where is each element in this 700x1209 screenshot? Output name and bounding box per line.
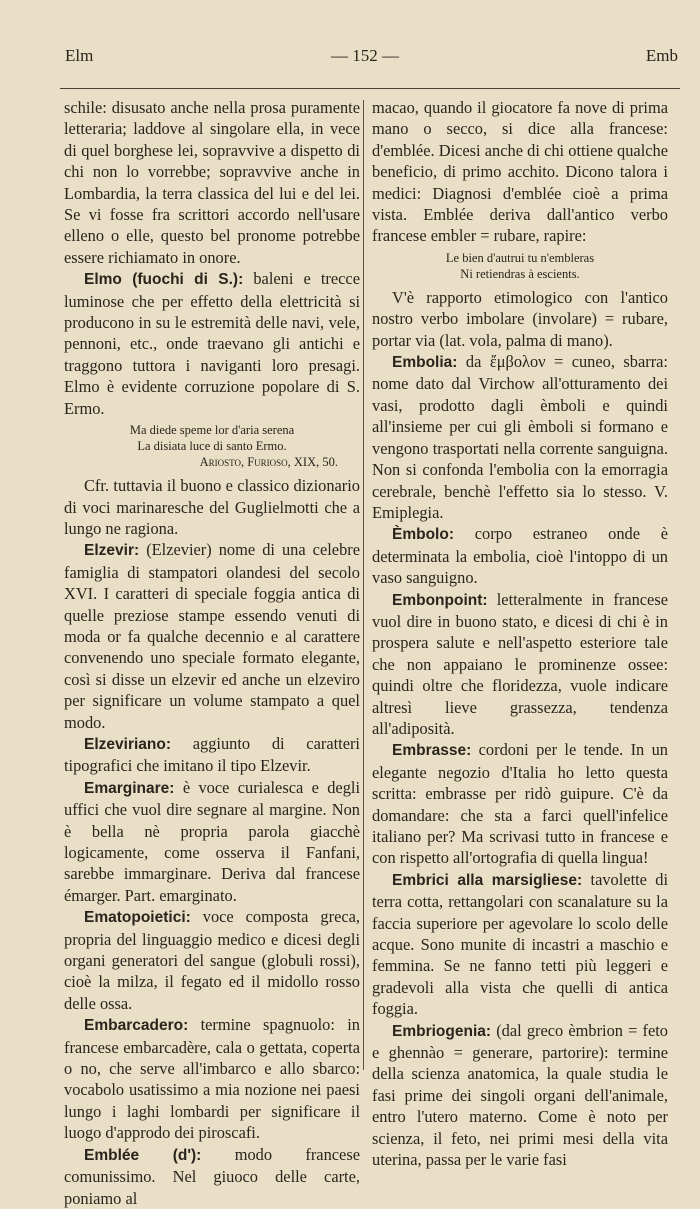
entry-elzevir [64,539,360,733]
entry-embrici [372,869,668,1020]
entry-text: letteralmente in francese vuol dire in buono stato, e dicesi di chi è in prospera salute e nell'aspetto esteriore tale che non appaiano le prominenze ossee: quindi oltre che floridezza, vuole indicare altresì lieve grassezza, tendenza all'adiposità. [372,589,668,738]
quote-line: Le bien d'autrui tu n'embleras [445,250,595,265]
paragraph: V'è rapporto etimologico con l'antico nostro verbo imbolare (involare) = rubare, portar via (lat. vola, palma di mano). [372,287,668,350]
entry-emarginare [64,777,360,906]
entry-text: cordoni per le tende. In un elegante negozio d'Italia ho letto questa scritta: embrasse per ridò guipure. C'è da domandare: che sta a farci quell'infelice italiano per? Ma scrivasi tutto in francese e con rispetto all'ortografia di quella lingua! [372,740,668,868]
entry-text: termine spagnuolo: in francese embarcadère, cala o gettata, coperta o no, che serve all'imbarco e allo sbarco: vocabolo usatissimo a mia nozione nei paesi lungo i laghi lombardi per significare il luogo d'approdo dei piroscafi. [64,1015,360,1143]
entry-ematopoietici [64,906,360,1014]
header-left-guideword: Elm [65,46,94,65]
entry-text: tavolette di terra cotta, rettangolari con scanalature su la faccia superiore per agevolare lo scolo delle acque. Sono munite di incastri a maschio e femmina. Se ne fanno tetti più leggeri e gradevoli alla vista che quelli di antica foggia. [372,869,668,1019]
continued-paragraph: macao, quando il giocatore fa nove di prima mano o secco, si dice alla francese: d'emblée. Dicesi anche di chi ottiene qualche beneficio, di primo acchito. Dicono talora i medici: Diagnosi d'emblée cioè a prima vista. Emblée deriva dall'antico verbo francese embler = rubare, rapire: [372,98,668,246]
left-column [64,97,360,1209]
quote-line: Ma diede speme lor d'aria serena [129,423,295,438]
entry-embriogenia [372,1020,668,1171]
header-rule [60,88,680,89]
headword: Elmo (fuochi di S.): [84,271,244,289]
entry-text: da ἔμβολον = cuneo, sbarra: nome dato dal Virchow all'otturamento dei vasi, prodotto dagli èmboli e quindi all'insieme per cui gli èmboli si formano e vengono trasportati nella corrente sanguigna. Non si confonda l'embolia con la emorragia cerebrale, benchè l'effetto sia lo stesso. V. Emiplegia. [372,352,668,522]
quote-line: Ni retiendras à escients. [460,266,580,281]
entry-embarcadero [64,1014,360,1143]
header-right-guideword: Emb [645,46,678,65]
entry-embrasse [372,739,668,868]
entry-embolia [372,351,668,523]
entry-text: modo francese comunissimo. Nel giuoco delle carte, poniamo al [64,1144,360,1208]
quote-line: La disiata luce di santo Ermo. [137,439,287,454]
page-number: — 152 — [331,46,399,65]
entry-emblee [64,1144,360,1209]
quotation [372,250,668,282]
headword: Embrasse: [392,742,472,760]
entry-elmo [64,268,360,419]
entry-text: aggiunto di caratteri tipografici che imitano il tipo Elzevir. [64,733,360,776]
headword: Embolia: [392,354,458,372]
continued-paragraph: schile: disusato anche nella prosa puramente letteraria; laddove al singolare ella, in vece di quel borghese lei, sopravvive a dispetto di chi non lo vorrebbe; sopravvive anche in Lombardia, la terra classica del lui e del lei. Se vi fosse fra scrittori accordo nell'usare elleno o elle, questo bel pronome potrebbe essere richiamato in onore. [64,98,360,267]
right-column [372,97,668,1171]
headword: Ematopoietici: [84,909,191,927]
headword: Embonpoint: [392,591,488,609]
headword: Emblée (d'): [84,1146,202,1164]
headword: Èmbolo: [392,526,454,544]
entry-text: voce composta greca, propria del linguaggio medico e dicesi degli organi generatori del sangue (globuli rossi), cioè la milza, il fegato ed il midollo rosso delle ossa. [64,907,360,1013]
entry-text: (dal greco èmbrion = feto e ghennào = generare, partorire): termine della scienza anatomica, la quale studia le fasi prime dei singoli organi dell'animale, entro l'utero materno. Come è noto per scienza, il feto, nei primi mesi della vita uterina, passa per le varie fasi [372,1020,668,1170]
paragraph: Cfr. tuttavia il buono e classico dizionario di voci marinaresche del Guglielmotti che a lungo ne ragiona. [64,476,360,538]
entry-text: (Elzevier) nome di una celebre famiglia di stampatori olandesi del secolo XVI. I caratteri di speciale foggia antica di quelle preziose stampe essendo venuti di moda or fa qualche decennio e al carattere convenendo uno speciale formato elegante, così si disse un elzevir ed anche un elzeviro per significare un volume stampato a quel modo. [64,540,360,732]
entry-text: è voce curialesca e degli uffici che vuol dire segnare al margine. Non è bella nè propria parola giacchè logicamente, come osserva il Fanfani, sarebbe immarginare. Deriva dal francese émarger. Part. emarginato. [64,777,360,905]
headword: Embrici alla marsigliese: [392,871,583,889]
headword: Emarginare: [84,779,175,797]
quote-source: Ariosto, Furioso, XIX, 50. [199,455,338,470]
column-divider [363,100,364,1070]
quotation [64,422,360,470]
entry-embolo [372,523,668,588]
entry-elzeviriano [64,733,360,777]
running-header [0,0,700,90]
headword: Elzeviriano: [84,735,171,753]
headword: Elzevir: [84,542,140,560]
entry-text: corpo estraneo onde è determinata la embolia, cioè l'intoppo di un vaso sanguigno. [372,524,668,588]
entry-text: baleni e trecce luminose che per effetto della elettricità si producono in su le estremità delle navi, vele, pennoni, etc., onde traevano gli antichi e traggono tuttora i naviganti loro presagi. Elmo è evidente corruzione popolare di S. Ermo. [64,269,360,418]
headword: Embriogenia: [392,1022,492,1040]
entry-embonpoint [372,589,668,740]
headword: Embarcadero: [84,1017,189,1035]
